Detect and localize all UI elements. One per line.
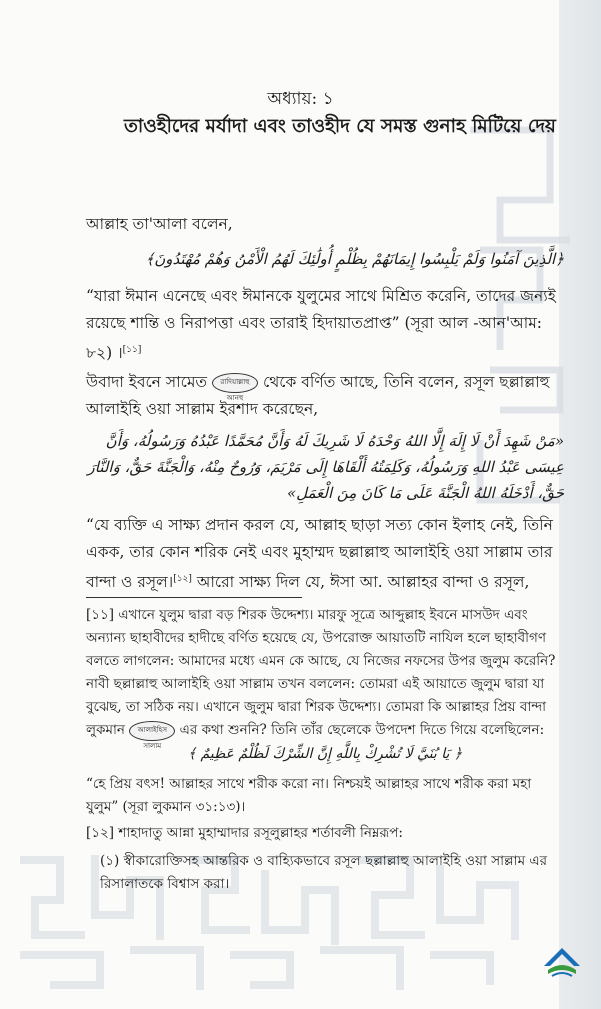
chapter-label: অধ্যায়: ১ [267,89,334,109]
publisher-logo-icon [540,940,584,980]
hadith-intro [86,369,564,423]
ayah-translation-text: “যারা ঈমান এনেছে এবং ঈমানকে যুলুমের সাথে মিশ্রিত করেনি, তাদের জন্যই রয়েছে শান্তি ও নিরাপত্তা এবং তারাই হিদায়াতপ্রাপ্ত” (সূরা আল -আন'আম: ৮২) । [86,287,556,363]
footnote-11-text-b: এর কথা শুননি? তিনি তাঁর ছেলেকে উপদেশ দিতে গিয়ে বলেছিলেন: [179,722,545,738]
intro-text: আল্লাহ তা'আলা বলেন, [86,215,233,233]
ayah-arabic: ﴿الَّذِينَ آمَنُوا وَلَمْ يَلْبِسُوا إِيمَانَهُمْ بِظُلْمٍ أُولَٰئِكَ لَهُمُ الْأَمْنُ وَهُمْ مُهْتَدُونَ﴾ [145,250,564,268]
chapter-title: তাওহীদের মর্যাদা এবং তাওহীদ যে সমস্ত গুনাহ মিটিয়ে দেয় [124,116,556,137]
hadith-intro-before: উবাদা ইবনে সামেত [86,373,208,391]
footnote-divider [86,597,302,598]
hadith-intro-after: থেকে বর্ণিত আছে, তিনি বলেন, রসূল ছল্লাল্লাহু আলাইহি ওয়া সাল্লাম ইরশাদ করেছেন, [86,373,550,418]
footnote-ref-11[interactable]: [১১] [122,345,142,355]
footnote-12-title: [১২] শাহাদাতু আন্না মুহাম্মাদার রসূলুল্লাহর শর্তাবলী নিম্নরূপ: [86,825,403,841]
hadith-translation [86,512,564,596]
ayah-translation [86,283,564,367]
alaihis-salam-seal-icon: আলাইহিস সালাম [129,721,175,741]
footnote-11 [86,604,564,750]
radiallahu-anhu-seal-icon: রাদিয়াল্লাহু আনহু [212,373,258,393]
decorative-right-band [559,0,601,1009]
footnote-ref-12[interactable]: [১২] [173,574,192,584]
footnote-11-translation: “হে প্রিয় বৎস! আল্লাহর সাথে শরীক করো না। নিশ্চয়ই আল্লাহর সাথে শরীক করা মহা যুলুম” (সূরা লুকমান ৩১:১৩)। [86,776,532,815]
footnote-11-text-a: [১১] এখানে যুলুম দ্বারা বড় শিরক উদ্দেশ্য। মারফু সূত্রে আব্দুল্লাহ ইবনে মাসউদ এবং অন্যান্য ছাহাবীদের হাদীছে বর্ণিত হয়েছে যে, উপরোক্ত আয়াতটি নাযিল হলে ছাহাবীগণ বলতে লাগলেন: আমাদের মধ্যে এমন কে আছে, যে নিজের নফসের উপর জুলুম করেনি? নাবী ছল্লাল্লাহু আলাইহি ওয়া সাল্লাম তখন বললেন: তোমরা এই আয়াতে জুলুম দ্বারা যা বুঝেছ, তা সঠিক নয়। এখানে জুলুম দ্বারা শিরক উদ্দেশ্য। তোমরা কি আল্লাহর প্রিয় বান্দা লুকমান [86,607,556,738]
footnote-11-arabic: ﴿ يَا بُنَيَّ لَا تُشْرِكْ بِاللَّهِ إِنَّ الشِّرْكَ لَظُلْمٌ عَظِيمٌ ﴾ [187,746,463,762]
footnote-12-item-1: (১) স্বীকারোক্তিসহ আন্তরিক ও বাহ্যিকভাবে রসূল ছল্লাল্লাহু আলাইহি ওয়া সাল্লাম এর রিসালাতকে বিশ্বাস করা। [100,853,548,892]
hadith-translation-b: আরো সাক্ষ্য দিল যে, ঈসা আ. আল্লাহর বান্দা ও রসূল, [196,573,530,592]
hadith-translation-a: “যে ব্যক্তি এ সাক্ষ্য প্রদান করল যে, আল্লাহ ছাড়া সত্য কোন ইলাহ নেই, তিনি একক, তার কোন শরিক নেই এবং মুহাম্মদ ছল্লাল্লাহু আলাইহি ওয়া সাল্লাম তার বান্দা ও রসূল। [86,516,553,592]
hadith-arabic: «مَنْ شَهِدَ أَنْ لَا إِلَهَ إِلَّا اللهُ وَحْدَهُ لَا شَرِيكَ لَهُ وَأَنَّ مُحَمَّدًا عَبْدُهُ وَرَسُولُهُ، وَأَنَّ عِيسَى عَبْدُ اللهِ وَرَسُولُهُ، وَكَلِمَتُهُ أَلْقَاهَا إِلَى مَرْيَمَ، وَرُوحٌ مِنْهُ، وَالْجَنَّةَ حَقٌّ، وَالنَّارَ حَقٌّ، أَدْخَلَهُ اللهُ الْجَنَّةَ عَلَى مَا كَانَ مِنَ الْعَمَلِ» [87,432,564,502]
